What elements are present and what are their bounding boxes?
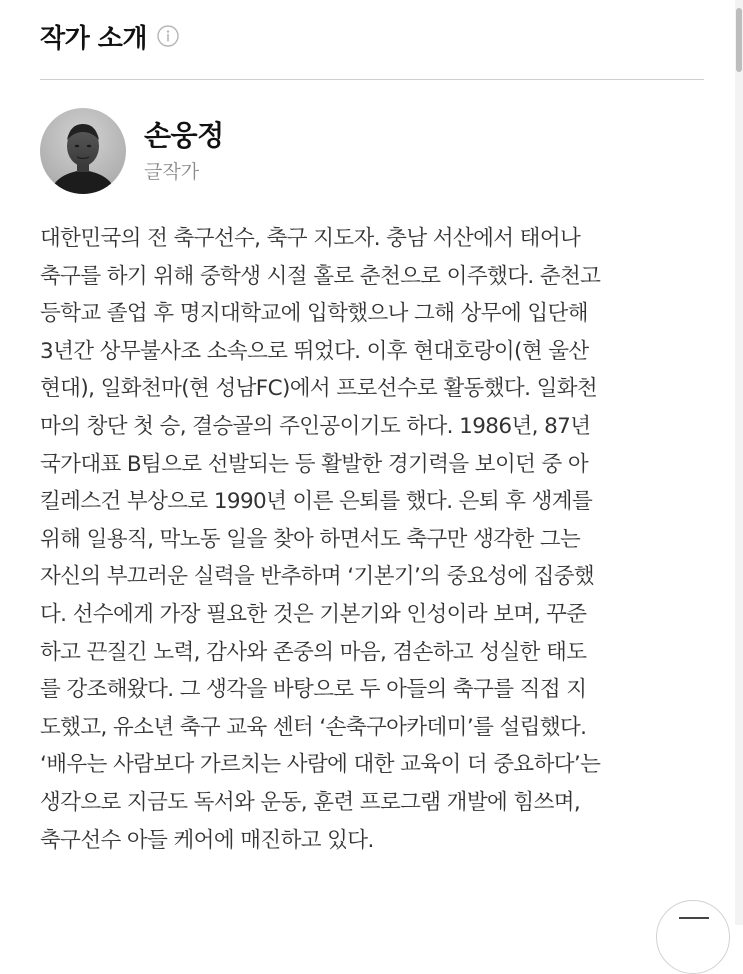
bio-line: 다. 선수에게 가장 필요한 것은 기본기와 인성이라 보며, 꾸준 [40,601,587,627]
bio-line: 현대), 일화천마(현 성남FC)에서 프로선수로 활동했다. 일화천 [40,376,598,402]
section-title: 작가 소개 [40,23,148,54]
info-circle-icon[interactable] [157,25,179,47]
author-bio [40,220,708,859]
bio-line: 를 강조해왔다. 그 생각을 바탕으로 두 아들의 축구를 직접 지 [40,677,587,703]
author-avatar [40,108,126,194]
author-name[interactable]: 손웅정 [144,119,224,152]
scrollbar-track[interactable] [735,0,743,925]
bio-line: 생각으로 지금도 독서와 운동, 훈련 프로그램 개발에 힘쓰며, [40,789,581,815]
author-info [144,118,224,184]
section-header [40,14,179,58]
section-divider [40,79,704,80]
bio-line: 국가대표 B팀으로 선발되는 등 활발한 경기력을 보이던 중 아 [40,451,589,477]
scroll-to-top-button[interactable] [656,900,730,974]
bio-line: 마의 창단 첫 승, 결승골의 주인공이기도 하다. 1986년, 87년 [40,413,591,439]
bio-line: 하고 끈질긴 노력, 감사와 존중의 마음, 겸손하고 성실한 태도 [40,639,587,665]
bio-line: 대한민국의 전 축구선수, 축구 지도자. 충남 서산에서 태어나 [40,226,581,251]
chevron-up-icon [679,917,709,919]
bio-line: 축구를 하기 위해 중학생 시절 홀로 춘천으로 이주했다. 춘천고 [40,263,601,289]
author-profile [40,108,224,194]
bio-line: 위해 일용직, 막노동 일을 찾아 하면서도 축구만 생각한 그는 [40,526,581,552]
author-role: 글작가 [144,161,200,183]
bio-line: 자신의 부끄러운 실력을 반추하며 ‘기본기’의 중요성에 집중했 [40,564,595,590]
bio-line: 도했고, 유소년 축구 교육 센터 ‘손축구아카데미’를 설립했다. [40,714,587,740]
bio-line: 등학교 졸업 후 명지대학교에 입학했으나 그해 상무에 입단해 [40,301,588,327]
scrollbar-thumb[interactable] [736,8,742,72]
bio-line: 3년간 상무불사조 소속으로 뛰었다. 이후 현대호랑이(현 울산 [40,338,589,364]
bio-line: ‘배우는 사람보다 가르치는 사람에 대한 교육이 더 중요하다’는 [40,752,601,778]
bio-line: 킬레스건 부상으로 1990년 이른 은퇴를 했다. 은퇴 후 생계를 [40,489,593,515]
bio-line: 축구선수 아들 케어에 매진하고 있다. [40,827,374,853]
